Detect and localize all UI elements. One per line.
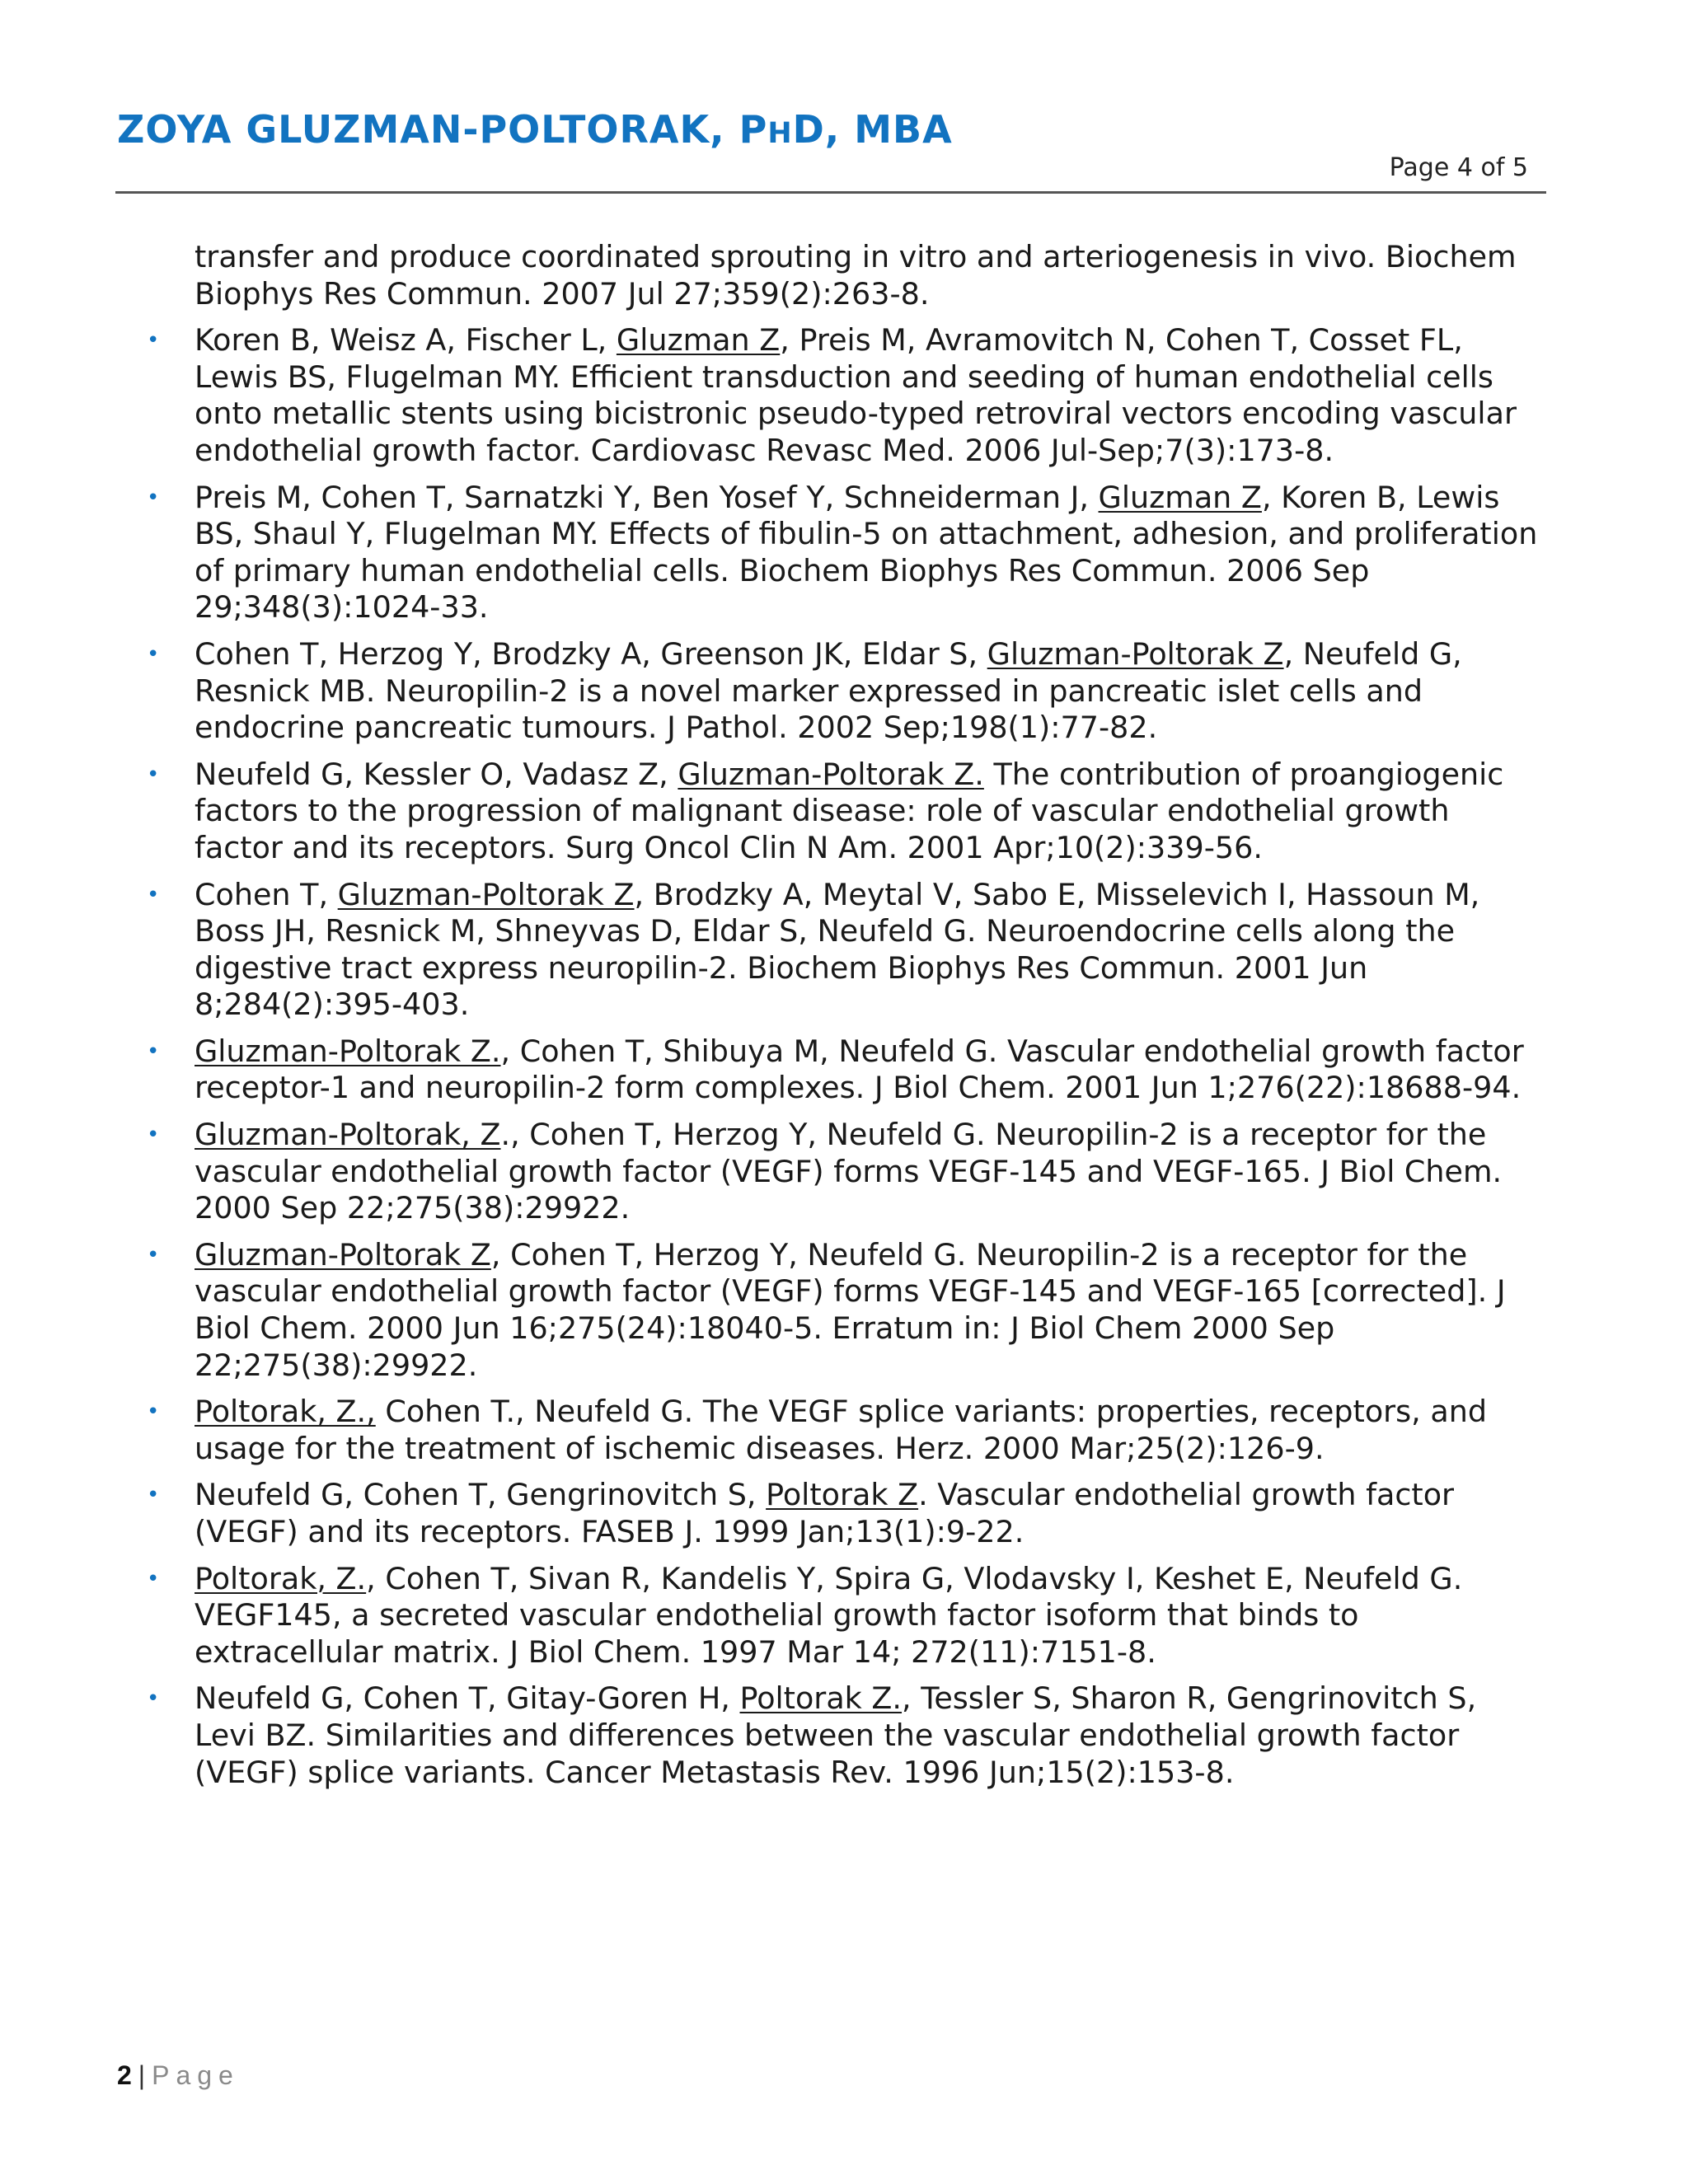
reference-text-before: Neufeld G, Cohen T, Gitay-Goren H, <box>195 1680 740 1717</box>
header-divider <box>115 191 1546 194</box>
bullet-icon: • <box>147 1566 160 1591</box>
highlighted-author: Poltorak, Z. <box>195 1560 367 1596</box>
page-footer <box>117 2060 240 2091</box>
reference-item <box>140 1561 1541 1671</box>
footer-page-number: 2 <box>117 2060 132 2090</box>
footer-page-word: Page <box>152 2060 240 2090</box>
publication-list <box>140 239 1541 1801</box>
reference-item <box>140 1117 1541 1227</box>
reference-list <box>140 322 1541 1791</box>
reference-text-after: , Tessler S, Sharon R, Gengrinovitch S, Levi BZ. Similarities and differences between the vascular endothelial growth factor (VEGF) splice variants. Cancer Metastasis Rev. 1996 Jun;15(2):153-8. <box>195 1680 1477 1790</box>
reference-text-after: , Cohen T, Shibuya M, Neufeld G. Vascular endothelial growth factor receptor-1 and neuropilin-2 form complexes. J Biol Chem. 2001 Jun 1;276(22):18688-94. <box>195 1033 1524 1106</box>
highlighted-author: Gluzman Z <box>1098 479 1262 515</box>
reference-item <box>140 1237 1541 1384</box>
reference-text-after: ., Cohen T, Herzog Y, Neufeld G. Neuropilin-2 is a receptor for the vascular endothelial growth factor (VEGF) forms VEGF-145 and VEGF-165. J Biol Chem. 2000 Sep 22;275(38):29922. <box>195 1117 1503 1226</box>
highlighted-author: Gluzman Z <box>616 322 781 359</box>
continued-reference: transfer and produce coordinated sprouting in vitro and arteriogenesis in vivo. Biochem Biophys Res Commun. 2007 Jul 27;359(2):263-8. <box>195 239 1517 312</box>
reference-text-after: . Vascular endothelial growth factor (VEGF) and its receptors. FASEB J. 1999 Jan;13(1):9-22. <box>195 1477 1455 1549</box>
reference-item <box>140 877 1541 1024</box>
reference-item <box>140 636 1541 747</box>
reference-item <box>140 1680 1541 1791</box>
bullet-icon: • <box>147 1399 160 1425</box>
reference-text-before: Preis M, Cohen T, Sarnatzki Y, Ben Yosef Y, Schneiderman J, <box>195 479 1099 515</box>
reference-text-after: Cohen T., Neufeld G. The VEGF splice variants: properties, receptors, and usage for the treatment of ischemic diseases. Herz. 2000 Mar;25(2):126-9. <box>195 1394 1488 1466</box>
footer-separator: | <box>138 2060 146 2090</box>
bullet-icon: • <box>147 1242 160 1268</box>
page-counter: Page 4 of 5 <box>1389 153 1528 182</box>
bullet-icon: • <box>147 485 160 510</box>
bullet-icon: • <box>147 641 160 667</box>
reference-text-after: , Cohen T, Herzog Y, Neufeld G. Neuropilin-2 is a receptor for the vascular endothelial growth factor (VEGF) forms VEGF-145 and VEGF-165 [corrected]. J Biol Chem. 2000 Jun 16;275(24):18040-5. Erratum in: J Biol Chem 2000 Sep 22;275(38):29922. <box>195 1236 1506 1383</box>
bullet-icon: • <box>147 1483 160 1508</box>
highlighted-author: Gluzman-Poltorak Z <box>337 876 635 912</box>
reference-item <box>140 757 1541 867</box>
highlighted-author: Gluzman-Poltorak Z <box>987 635 1284 672</box>
reference-text-before: Neufeld G, Kessler O, Vadasz Z, <box>195 756 678 792</box>
bullet-icon: • <box>147 882 160 907</box>
reference-text-before: Koren B, Weisz A, Fischer L, <box>195 322 617 359</box>
reference-item <box>140 1394 1541 1467</box>
reference-item <box>140 1477 1541 1550</box>
bullet-icon: • <box>147 1038 160 1064</box>
header-name-part: D, MBA <box>792 107 953 152</box>
highlighted-author: Gluzman-Poltorak Z. <box>678 756 984 792</box>
reference-item <box>140 322 1541 469</box>
reference-text-before: Neufeld G, Cohen T, Gengrinovitch S, <box>195 1477 767 1513</box>
highlighted-author: Gluzman-Poltorak Z <box>195 1236 491 1272</box>
reference-text-after: , Koren B, Lewis BS, Shaul Y, Flugelman MY. Effects of fibulin-5 on attachment, adhesion, and proliferation of primary human endothelial cells. Biochem Biophys Res Commun. 2006 Sep 29;348(3):1024-33. <box>195 479 1538 626</box>
bullet-icon: • <box>147 328 160 354</box>
highlighted-author: Poltorak Z <box>766 1477 919 1513</box>
highlighted-author: Gluzman-Poltorak Z. <box>195 1033 501 1069</box>
header-name-smallcap: H <box>767 117 793 150</box>
reference-text-after: , Neufeld G, Resnick MB. Neuropilin-2 is a novel marker expressed in pancreatic islet cells and endocrine pancreatic tumours. J Pathol. 2002 Sep;198(1):77-82. <box>195 635 1462 746</box>
reference-text-after: , Preis M, Avramovitch N, Cohen T, Cosset FL, Lewis BS, Flugelman MY. Efficient transduction and seeding of human endothelial cells onto metallic stents using bicistronic pseudo-typed retroviral vectors encoding vascular endothelial growth factor. Cardiovasc Revasc Med. 2006 Jul-Sep;7(3):173-8. <box>195 322 1517 468</box>
highlighted-author: Gluzman-Poltorak, Z <box>195 1117 501 1153</box>
bullet-icon: • <box>147 1122 160 1148</box>
header-name-part: ZOYA GLUZMAN-POLTORAK, P <box>117 107 768 152</box>
reference-item <box>140 1033 1541 1107</box>
reference-item <box>140 480 1541 626</box>
reference-text-before: Cohen T, Herzog Y, Brodzky A, Greenson JK, Eldar S, <box>195 635 987 672</box>
reference-text-after: , Cohen T, Sivan R, Kandelis Y, Spira G, Vlodavsky I, Keshet E, Neufeld G. VEGF145, a secreted vascular endothelial growth factor isoform that binds to extracellular matrix. J Biol Chem. 1997 Mar 14; 272(11):7151-8. <box>195 1560 1463 1670</box>
reference-text-after: , Brodzky A, Meytal V, Sabo E, Misselevich I, Hassoun M, Boss JH, Resnick M, Shneyvas D, Eldar S, Neufeld G. Neuroendocrine cells along the digestive tract express neuropilin-2. Biochem Biophys Res Commun. 2001 Jun 8;284(2):395-403. <box>195 876 1480 1023</box>
highlighted-author: Poltorak, Z., <box>195 1394 376 1430</box>
reference-text-after: The contribution of proangiogenic factors to the progression of malignant disease: role of vascular endothelial growth factor and its receptors. Surg Oncol Clin N Am. 2001 Apr;10(2):339-56. <box>195 756 1504 865</box>
reference-text-before: Cohen T, <box>195 876 338 912</box>
highlighted-author: Poltorak Z. <box>739 1680 903 1717</box>
bullet-icon: • <box>147 762 160 787</box>
bullet-icon: • <box>147 1686 160 1712</box>
header-name <box>117 107 953 152</box>
